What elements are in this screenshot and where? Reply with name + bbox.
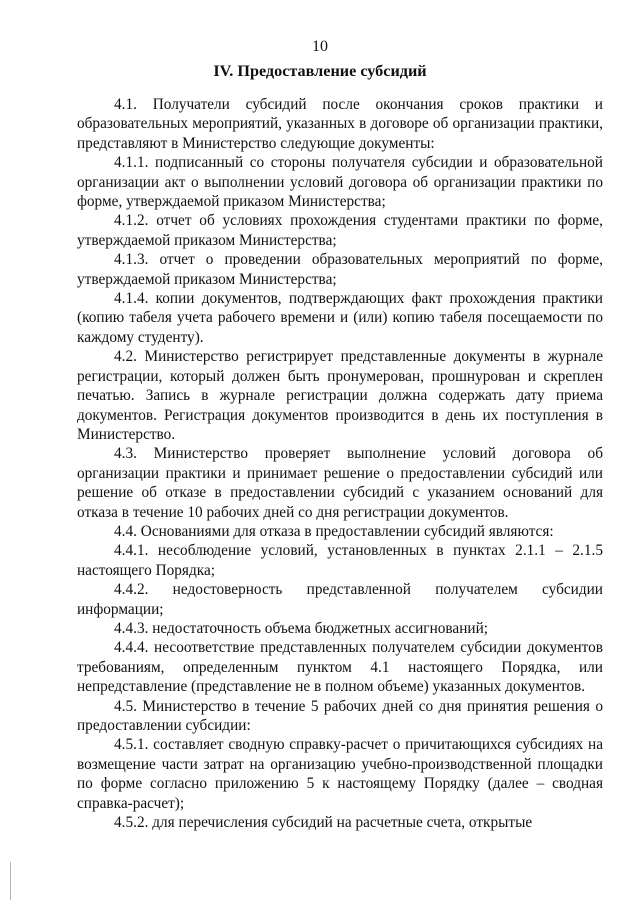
paragraph-4-1-3: 4.1.3. отчет о проведении образовательных мероприятий по форме, утверждаемой приказом Министерства; [77,251,603,288]
page-number: 10 [312,38,328,55]
paragraph-4-1-4: 4.1.4. копии документов, подтверждающих факт прохождения практики (копию табеля учета рабочего времени и (или) копию табеля посещаемости по каждому студенту). [77,290,603,346]
paragraph-4-4: 4.4. Основаниями для отказа в предоставлении субсидий являются: [114,522,554,540]
paragraph-4-4-4: 4.4.4. несоответствие представленных получателем субсидии документов требованиям, определенным пунктом 4.1 настоящего Порядка, или непредставление (представление не в полном объеме) указанных документов. [77,639,603,696]
paragraph-4-4-1: 4.4.1. несоблюдение условий, установленных в пунктах 2.1.1 – 2.1.5 настоящего Порядка; [77,542,603,579]
paragraph-4-4-2: 4.4.2. недостоверность представленной получателем субсидии информации; [77,581,603,618]
document-body [77,95,603,832]
paragraph-4-1-2: 4.1.2. отчет об условиях прохождения студентами практики по форме, утверждаемой приказом Министерства; [77,212,603,249]
paragraph-4-5-2: 4.5.2. для перечисления субсидий на расчетные счета, открытые [114,814,533,832]
paragraph-4-4-3: 4.4.3. недостаточность объема бюджетных ассигнований; [114,619,489,637]
scan-margin-line [10,862,11,900]
paragraph-4-2: 4.2. Министерство регистрирует представленные документы в журнале регистрации, который должен быть пронумерован, прошнурован и скреплен печатью. Запись в журнале регистрации должна содержать дату приема документов. Регистрация документов производится в день их поступления в Министерство. [77,348,603,443]
paragraph-4-5: 4.5. Министерство в течение 5 рабочих дней со дня принятия решения о предоставлении субсидии: [77,697,603,734]
paragraph-4-1-1: 4.1.1. подписанный со стороны получателя субсидии и образовательной организации акт о выполнении условий договора об организации практики по форме, утверждаемой приказом Министерства; [77,154,603,211]
paragraph-4-1: 4.1. Получатели субсидий после окончания сроков практики и образовательных мероприятий, указанных в договоре об организации практики, представляют в Министерство следующие документы: [77,96,603,152]
paragraph-4-5-1: 4.5.1. составляет сводную справку-расчет о причитающихся субсидиях на возмещение части затрат на организацию учебно-производственной площадки по форме согласно приложению 5 к настоящему Порядку (далее – сводная справка-расчет); [77,736,603,812]
paragraph-4-3: 4.3. Министерство проверяет выполнение условий договора об организации практики и принимает решение о предоставлении субсидий или решение об отказе в предоставлении субсидий с указанием оснований для отказа в течение 10 рабочих дней со дня регистрации документов. [77,445,603,521]
section-heading: IV. Предоставление субсидий [213,62,427,80]
